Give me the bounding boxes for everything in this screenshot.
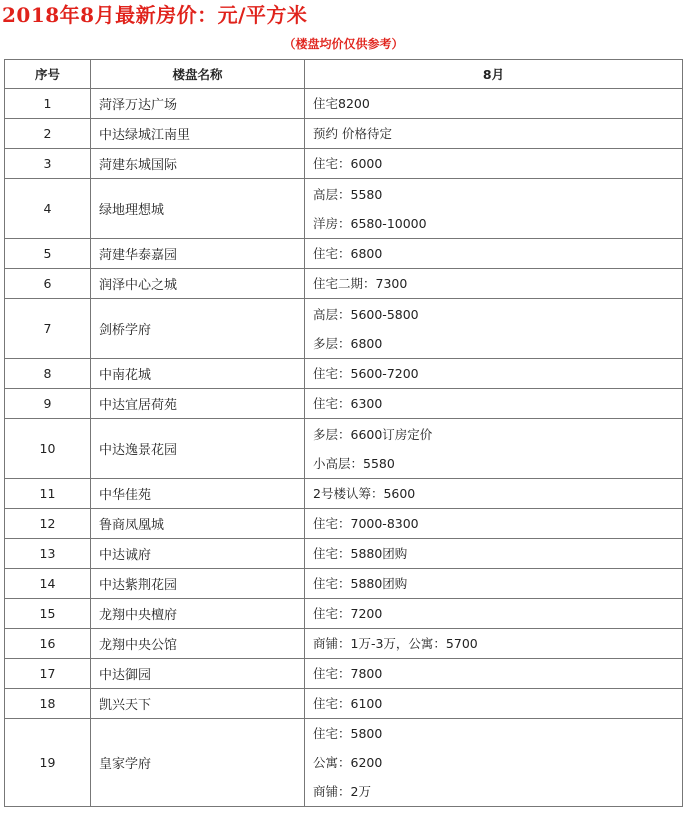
- row-index: 3: [5, 149, 91, 179]
- table-row: [5, 629, 683, 659]
- price-cell: [305, 419, 683, 479]
- project-name: 鲁商凤凰城: [91, 509, 305, 539]
- price-line: 洋房：6580-10000: [313, 215, 427, 231]
- price-cell: [305, 359, 683, 389]
- price-line: 住宅：5880团购: [313, 546, 408, 561]
- price-cell: [305, 629, 683, 659]
- table-row: [5, 239, 683, 269]
- price-cell: [305, 89, 683, 119]
- price-line: 多层：6600订房定价: [313, 426, 433, 442]
- price-line: 高层：5580: [313, 186, 383, 202]
- table-row: [5, 719, 683, 807]
- table-row: [5, 689, 683, 719]
- table-row: [5, 269, 683, 299]
- project-name: 中达逸景花园: [91, 419, 305, 479]
- row-index: 10: [5, 419, 91, 479]
- price-line: 住宅：5800: [313, 726, 383, 741]
- table-row: [5, 299, 683, 359]
- price-line: 商铺：2万: [313, 784, 371, 799]
- project-name: 中南花城: [91, 359, 305, 389]
- header-price: 8月: [305, 60, 683, 89]
- price-line: 商铺：1万-3万，公寓：5700: [313, 636, 478, 651]
- table-row: [5, 479, 683, 509]
- page-subtitle: （楼盘均价仅供参考）: [283, 37, 404, 51]
- price-line: 住宅：5600-7200: [313, 366, 419, 381]
- project-name: 中华佳苑: [91, 479, 305, 509]
- project-name: 中达绿城江南里: [91, 119, 305, 149]
- price-line: 住宅：5880团购: [313, 576, 408, 591]
- price-line: 2号楼认筹：5600: [313, 486, 416, 501]
- price-cell: [305, 659, 683, 689]
- price-line: 住宅：6300: [313, 396, 383, 411]
- price-line: 住宅：6000: [313, 156, 383, 171]
- price-line: 预约 价格待定: [313, 126, 392, 141]
- price-line: 住宅：7200: [313, 606, 383, 621]
- project-name: 龙翔中央公馆: [91, 629, 305, 659]
- project-name: 凯兴天下: [91, 689, 305, 719]
- header-index: 序号: [5, 60, 91, 89]
- row-index: 19: [5, 719, 91, 807]
- table-row: [5, 359, 683, 389]
- price-line: 住宅：6800: [313, 246, 383, 261]
- table-body: [5, 89, 683, 807]
- table-row: [5, 179, 683, 239]
- price-cell: [305, 239, 683, 269]
- row-index: 7: [5, 299, 91, 359]
- price-cell: [305, 389, 683, 419]
- price-cell: [305, 179, 683, 239]
- price-line: 公寓：6200: [313, 755, 383, 770]
- row-index: 1: [5, 89, 91, 119]
- price-cell: [305, 719, 683, 807]
- project-name: 菏泽万达广场: [91, 89, 305, 119]
- price-line: 住宅：7000-8300: [313, 516, 419, 531]
- table-row: [5, 659, 683, 689]
- table-row: [5, 599, 683, 629]
- project-name: 菏建华泰嘉园: [91, 239, 305, 269]
- price-line: 住宅：6100: [313, 696, 383, 711]
- table-row: [5, 539, 683, 569]
- table-row: [5, 389, 683, 419]
- row-index: 16: [5, 629, 91, 659]
- price-table: [4, 59, 683, 807]
- price-cell: [305, 299, 683, 359]
- price-line: 高层：5600-5800: [313, 306, 419, 322]
- table-row: [5, 149, 683, 179]
- row-index: 2: [5, 119, 91, 149]
- price-line: 住宅二期：7300: [313, 276, 408, 291]
- price-line: 小高层：5580: [313, 455, 395, 471]
- project-name: 中达紫荆花园: [91, 569, 305, 599]
- price-line: 住宅：7800: [313, 666, 383, 681]
- project-name: 中达诚府: [91, 539, 305, 569]
- project-name: 绿地理想城: [91, 179, 305, 239]
- price-line: 住宅8200: [313, 96, 370, 111]
- page-title: 2018年8月最新房价：元/平方米: [2, 3, 308, 27]
- row-index: 8: [5, 359, 91, 389]
- project-name: 中达御园: [91, 659, 305, 689]
- table-row: [5, 569, 683, 599]
- table-row: [5, 119, 683, 149]
- table-row: [5, 419, 683, 479]
- row-index: 5: [5, 239, 91, 269]
- row-index: 17: [5, 659, 91, 689]
- project-name: 剑桥学府: [91, 299, 305, 359]
- project-name: 龙翔中央檀府: [91, 599, 305, 629]
- row-index: 13: [5, 539, 91, 569]
- header-name: 楼盘名称: [91, 60, 305, 89]
- row-index: 9: [5, 389, 91, 419]
- price-cell: [305, 509, 683, 539]
- price-cell: [305, 569, 683, 599]
- price-cell: [305, 689, 683, 719]
- table-row: [5, 89, 683, 119]
- project-name: 皇家学府: [91, 719, 305, 807]
- price-line: 多层：6800: [313, 335, 383, 351]
- project-name: 中达宜居荷苑: [91, 389, 305, 419]
- row-index: 4: [5, 179, 91, 239]
- row-index: 11: [5, 479, 91, 509]
- table-header-row: [5, 60, 683, 89]
- price-cell: [305, 269, 683, 299]
- project-name: 菏建东城国际: [91, 149, 305, 179]
- price-cell: [305, 479, 683, 509]
- row-index: 18: [5, 689, 91, 719]
- row-index: 12: [5, 509, 91, 539]
- price-cell: [305, 539, 683, 569]
- project-name: 润泽中心之城: [91, 269, 305, 299]
- price-cell: [305, 599, 683, 629]
- price-cell: [305, 149, 683, 179]
- row-index: 15: [5, 599, 91, 629]
- row-index: 14: [5, 569, 91, 599]
- price-cell: [305, 119, 683, 149]
- table-row: [5, 509, 683, 539]
- row-index: 6: [5, 269, 91, 299]
